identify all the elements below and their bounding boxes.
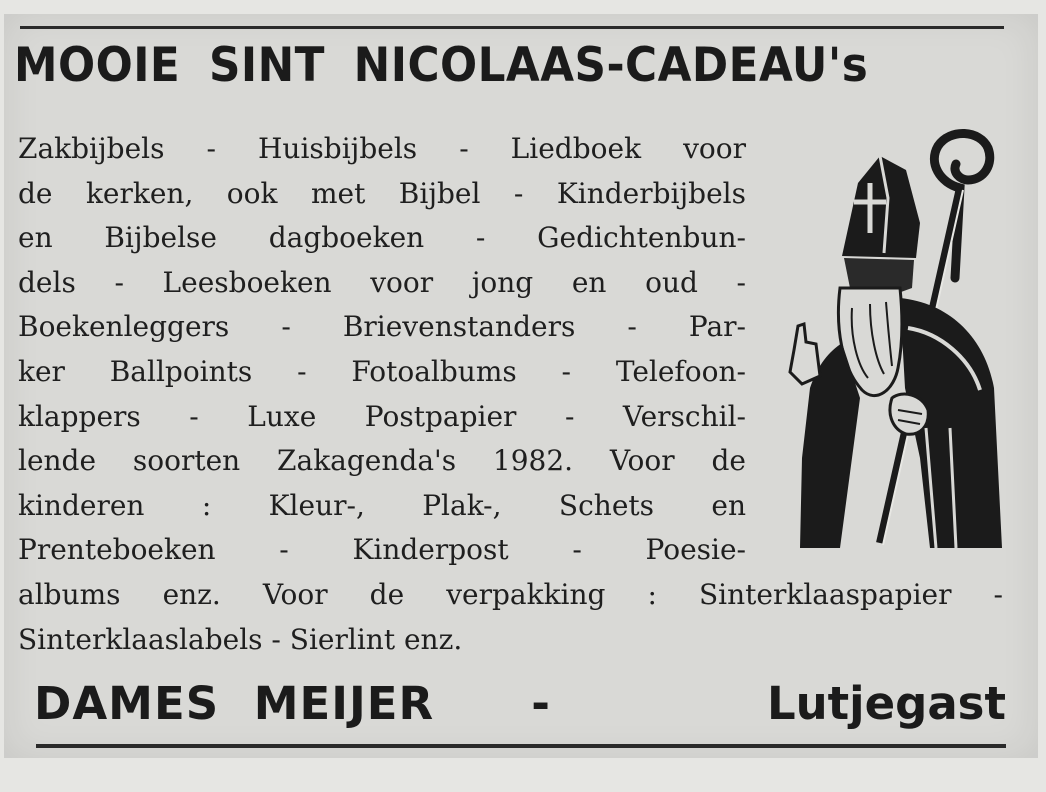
body-line: Boekenleggers - Brievenstanders - Par- [18, 310, 746, 344]
body-line: klappers - Luxe Postpapier - Verschil- [18, 399, 746, 433]
top-rule [20, 26, 1004, 29]
shop-name: DAMES MEIJER [34, 677, 435, 730]
body-line: Prenteboeken - Kinderpost - Poesie- [18, 533, 746, 567]
body-line: ker Ballpoints - Fotoalbums - Telefoon- [18, 354, 746, 388]
bottom-rule [36, 744, 1006, 748]
shop-signature [34, 677, 1006, 730]
body-line: Zakbijbels - Huisbijbels - Liedboek voor [18, 132, 746, 165]
headline: MOOIE SINT NICOLAAS-CADEAU's [14, 38, 869, 93]
body-line: albums enz. Voor de verpakking : Sinterklaaspapier - [18, 577, 1003, 611]
body-line: Sinterklaaslabels - Sierlint enz. [18, 622, 463, 656]
body-line: en Bijbelse dagboeken - Gedichtenbun- [18, 221, 746, 255]
shop-location: Lutjegast [766, 677, 1006, 730]
sinterklaas-illustration [780, 128, 1012, 558]
body-line: kinderen : Kleur-, Plak-, Schets en [18, 488, 746, 522]
signature-separator: - [531, 677, 550, 730]
body-line: lende soorten Zakagenda's 1982. Voor de [18, 444, 746, 478]
body-line: dels - Leesboeken voor jong en oud - [18, 265, 746, 299]
body-line: de kerken, ook met Bijbel - Kinderbijbels [18, 176, 746, 210]
